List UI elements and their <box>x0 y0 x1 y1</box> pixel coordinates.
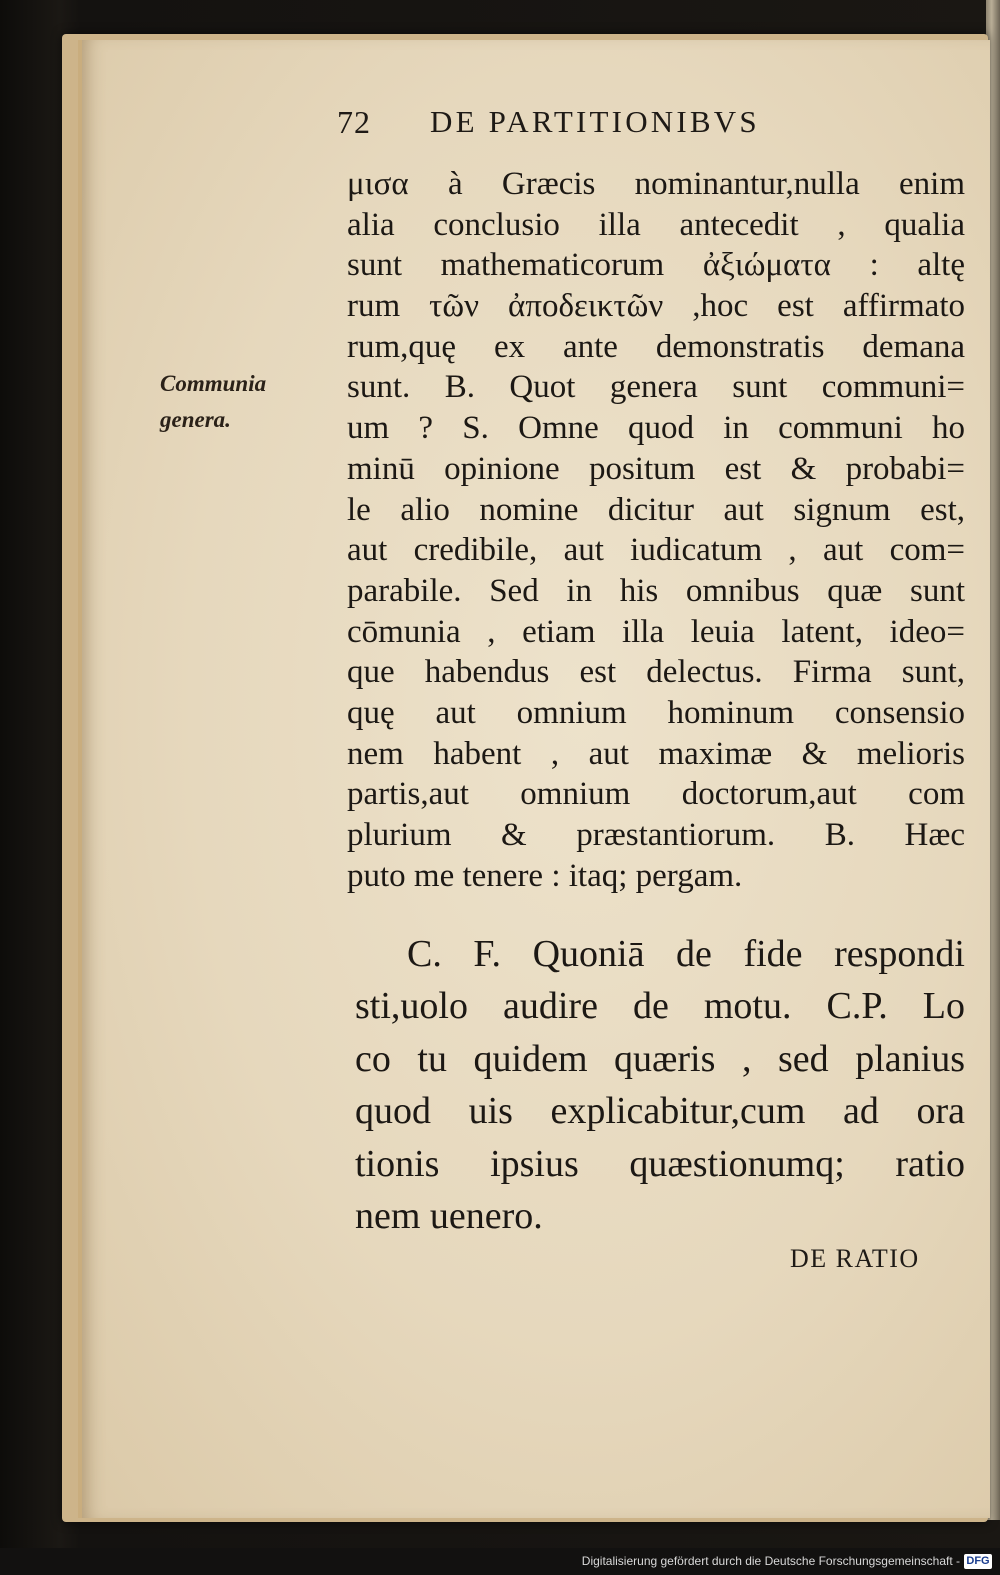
catchword: DE RATIO <box>790 1244 920 1273</box>
page-header <box>337 104 877 144</box>
text-line: puto me tenere : itaq; pergam. <box>347 857 743 894</box>
text-line: nem uenero. <box>355 1194 543 1237</box>
text-line: co tu quidem quæris , sed planius <box>355 1037 965 1080</box>
page-number: 72 <box>337 104 371 140</box>
text-line: μισα à Græcis nominantur,nulla enim <box>347 166 965 202</box>
margin-note-line: Communia <box>160 371 267 396</box>
text-line: nem habent , aut maximæ & melioris <box>347 735 965 772</box>
text-line: que habendus est delectus. Firma sunt, <box>347 654 965 691</box>
text-line: alia conclusio illa antecedit , qualia <box>347 206 965 243</box>
running-head: DE PARTITIONIBVS <box>430 104 760 139</box>
text-line: C. F. Quoniā de fide respondi <box>407 933 965 975</box>
text-line: partis,aut omnium doctorum,aut com <box>347 776 965 813</box>
text-line: minū opinione positum est & probabi= <box>347 450 965 487</box>
text-line: le alio nomine dicitur aut signum est, <box>347 491 965 528</box>
paragraph-2 <box>355 928 965 1242</box>
paragraph-1 <box>347 164 965 896</box>
text-line: um ? S. Omne quod in communi ho <box>347 410 965 447</box>
margin-note <box>160 366 266 438</box>
margin-note-line: genera. <box>160 407 231 432</box>
text-line: sunt mathematicorum ἀξιώματα : altę <box>347 247 965 284</box>
text-line: quod uis explicabitur,cum ad ora <box>355 1090 965 1133</box>
text-line: aut credibile, aut iudicatum , aut com= <box>347 532 965 569</box>
text-line: sunt. B. Quot genera sunt communi= <box>347 369 965 406</box>
text-line: quę aut omnium hominum consensio <box>347 694 965 731</box>
text-line: cōmunia , etiam illa leuia latent, ideo= <box>347 613 965 650</box>
text-line: parabile. Sed in his omnibus quæ sunt <box>347 572 965 609</box>
text-line: rum τῶν ἀποδεικτῶν ,hoc est affirmato <box>347 288 965 325</box>
footer-bar <box>0 1548 1000 1575</box>
dfg-logo-icon: DFG <box>964 1554 992 1569</box>
text-line: rum,quę ex ante demonstratis demana <box>347 328 965 365</box>
text-line: plurium & præstantiorum. B. Hæc <box>347 817 965 853</box>
text-line: tionis ipsius quæstionumq; ratio <box>355 1142 965 1185</box>
funding-notice: Digitalisierung gefördert durch die Deutsche Forschungsgemeinschaft - <box>581 1554 960 1568</box>
text-line: sti,uolo audire de motu. C.P. Lo <box>355 985 965 1028</box>
